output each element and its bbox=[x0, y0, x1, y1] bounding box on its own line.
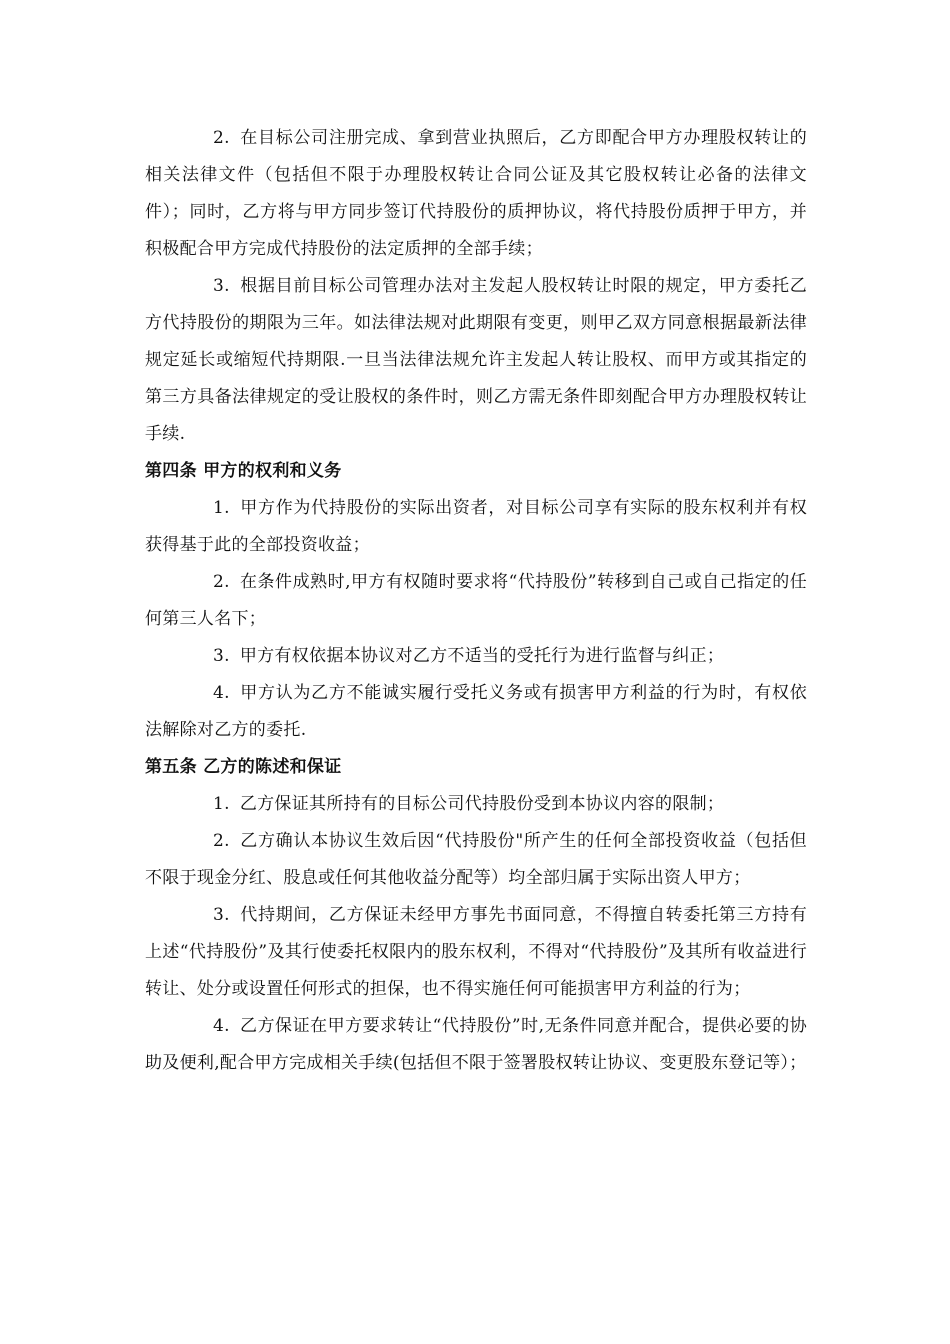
clause-4-item-4 bbox=[145, 675, 807, 749]
item-text: 乙方保证其所持有的目标公司代持股份受到本协议内容的限制； bbox=[239, 794, 725, 814]
item-text: 甲方认为乙方不能诚实履行受托义务或有损害甲方利益的行为时，有权依法解除对乙方的委托. bbox=[145, 683, 807, 740]
clause-5-item-3 bbox=[145, 897, 807, 1008]
item-text: 乙方确认本协议生效后因“代持股份"所产生的任何全部投资收益（包括但不限于现金分红、股息或任何其他收益分配等）均全部归属于实际出资人甲方； bbox=[145, 831, 807, 888]
item-number: 4. bbox=[213, 1016, 230, 1036]
document-body bbox=[145, 120, 807, 1082]
item-text: 甲方作为代持股份的实际出资者，对目标公司享有实际的股东权利并有权获得基于此的全部投资收益； bbox=[145, 498, 807, 555]
item-text: 乙方保证在甲方要求转让“代持股份”时,无条件同意并配合，提供必要的协助及便利,配合甲方完成相关手续(包括但不限于签署股权转让协议、变更股东登记等）； bbox=[145, 1016, 807, 1073]
clause-3-item-2 bbox=[145, 120, 807, 268]
clause-4-item-2 bbox=[145, 564, 807, 638]
item-number: 1. bbox=[213, 498, 230, 518]
item-number: 2. bbox=[213, 128, 230, 148]
clause-3-item-3 bbox=[145, 268, 807, 453]
section-heading-article-5: 第五条 乙方的陈述和保证 bbox=[145, 757, 342, 777]
clause-5-item-1 bbox=[145, 786, 807, 823]
clause-4-item-3 bbox=[145, 638, 807, 675]
clause-4-item-1 bbox=[145, 490, 807, 564]
item-number: 3. bbox=[213, 646, 230, 666]
item-text: 在条件成熟时,甲方有权随时要求将“代持股份”转移到自己或自己指定的任何第三人名下； bbox=[145, 572, 807, 629]
clause-5-item-4 bbox=[145, 1008, 807, 1082]
item-text: 在目标公司注册完成、拿到营业执照后，乙方即配合甲方办理股权转让的相关法律文件（包括但不限于办理股权转让合同公证及其它股权转让必备的法律文件）；同时，乙方将与甲方同步签订代持股份的质押协议，将代持股份质押于甲方，并积极配合甲方完成代持股份的法定质押的全部手续； bbox=[145, 128, 807, 259]
clause-5-item-2 bbox=[145, 823, 807, 897]
item-number: 2. bbox=[213, 572, 230, 592]
item-text: 代持期间，乙方保证未经甲方事先书面同意，不得擅自转委托第三方持有上述“代持股份”及其行使委托权限内的股东权利，不得对“代持股份”及其所有收益进行转让、处分或设置任何形式的担保，也不得实施任何可能损害甲方利益的行为； bbox=[145, 905, 807, 999]
item-number: 2. bbox=[213, 831, 230, 851]
item-text: 根据目前目标公司管理办法对主发起人股权转让时限的规定，甲方委托乙方代持股份的期限为三年。如法律法规对此期限有变更，则甲乙双方同意根据最新法律规定延长或缩短代持期限.一旦当法律法规允许主发起人转让股权、而甲方或其指定的第三方具备法律规定的受让股权的条件时，则乙方需无条件即刻配合甲方办理股权转让手续. bbox=[145, 276, 807, 444]
item-number: 1. bbox=[213, 794, 230, 814]
item-number: 3. bbox=[213, 905, 230, 925]
item-number: 3. bbox=[213, 276, 230, 296]
item-text: 甲方有权依据本协议对乙方不适当的受托行为进行监督与纠正； bbox=[239, 646, 725, 666]
section-heading-article-4: 第四条 甲方的权利和义务 bbox=[145, 461, 342, 481]
item-number: 4. bbox=[213, 683, 230, 703]
